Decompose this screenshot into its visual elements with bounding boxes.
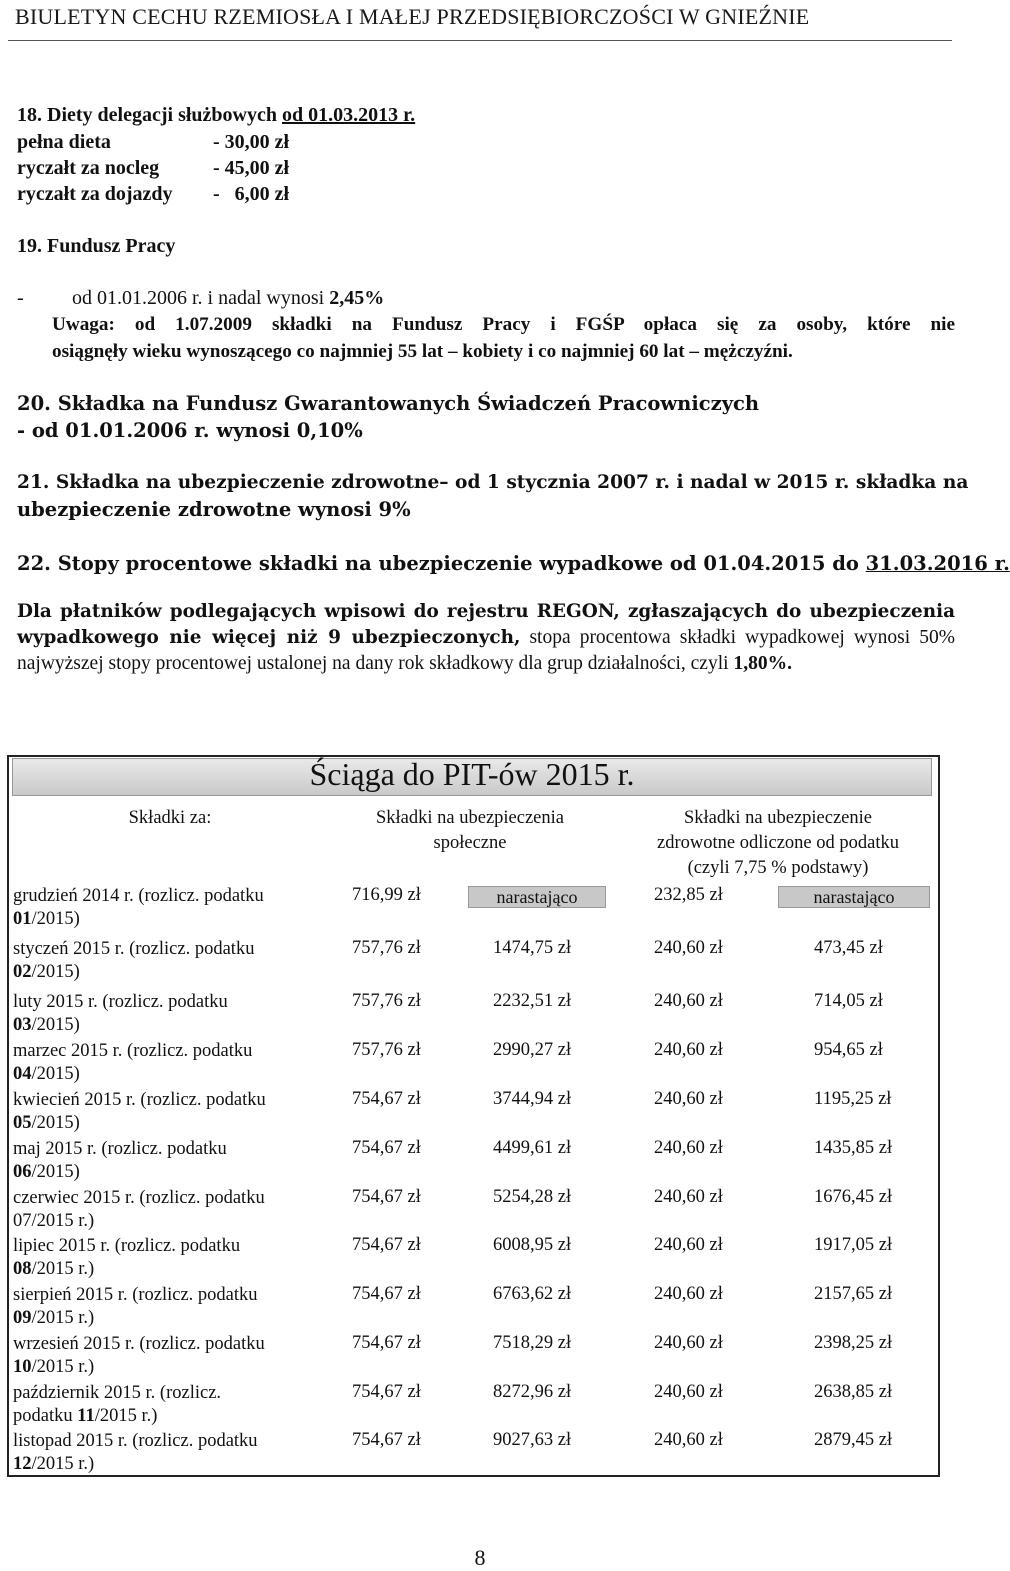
- health-contribution-value: 240,60 zł: [654, 1040, 723, 1060]
- tax-settlement-label: [13, 1112, 313, 1135]
- cumulative-health-header: narastająco: [778, 886, 930, 908]
- table-row-period: [13, 1040, 313, 1086]
- social-contribution-value: 757,76 zł: [352, 938, 421, 958]
- table-row-period: [13, 1382, 313, 1428]
- diet-row-night: [17, 157, 289, 180]
- social-cumulative-value: 6008,95 zł: [493, 1235, 572, 1255]
- social-contribution-value: 754,67 zł: [352, 1382, 421, 1402]
- labor-fund-rate-text: od 01.01.2006 r. i nadal wynosi: [72, 287, 330, 309]
- page-number: 8: [474, 1545, 486, 1570]
- health-contribution-value: 240,60 zł: [654, 1235, 723, 1255]
- health-cumulative-value: 473,45 zł: [814, 938, 883, 958]
- tax-settlement-label: [13, 1014, 313, 1037]
- table-row-period: [13, 1284, 313, 1330]
- tax-settlement-label: [13, 1307, 313, 1330]
- column-header-health-line: zdrowotne odliczone od podatku: [657, 833, 899, 853]
- table-row-period: [13, 1089, 313, 1135]
- tax-settlement-year: /2015 r.): [31, 1259, 95, 1279]
- period-label: kwiecień 2015 r. (rozlicz. podatku: [13, 1090, 266, 1110]
- period-label: maj 2015 r. (rozlicz. podatku: [13, 1139, 227, 1159]
- social-contribution-value: 754,67 zł: [352, 1187, 421, 1207]
- social-contribution-value: 754,67 zł: [352, 1235, 421, 1255]
- labor-fund-note-line-1: [52, 314, 955, 336]
- social-cumulative-value: 1474,75 zł: [493, 938, 572, 958]
- health-contribution-value: 232,85 zł: [654, 885, 723, 905]
- diet-value: - 45,00 zł: [213, 157, 290, 179]
- health-cumulative-value: 1195,25 zł: [814, 1089, 892, 1109]
- tax-settlement-month: 11: [77, 1406, 95, 1426]
- health-contribution-value: 240,60 zł: [654, 1089, 723, 1109]
- column-header-social: [325, 806, 615, 856]
- health-cumulative-value: 2879,45 zł: [814, 1430, 893, 1450]
- health-cumulative-value: 1435,85 zł: [814, 1138, 893, 1158]
- regon-paragraph-text: najwyższej stopy procentowej ustalonej na dany rok składkowy dla grup działalności, czyli: [17, 653, 734, 674]
- regon-paragraph-line-3: [17, 653, 792, 675]
- period-label: październik 2015 r. (rozlicz.: [13, 1383, 222, 1403]
- tax-settlement-prefix: podatku: [13, 1406, 78, 1426]
- regon-paragraph-text: Dla płatników podlegających wpisowi do rejestru REGON, zgłaszających do ubezpieczenia: [17, 601, 955, 622]
- section-22-title: [17, 552, 1010, 575]
- tax-settlement-label: [13, 1161, 313, 1184]
- table-row-period: [13, 991, 313, 1037]
- section-20-rate: - od 01.01.2006 r. wynosi 0,10%: [17, 419, 363, 442]
- regon-paragraph-rest: stopa procentowa składki wypadkowej wynosi 50%: [520, 627, 955, 648]
- health-cumulative-value: 954,65 zł: [814, 1040, 883, 1060]
- diet-row-commute: [17, 183, 289, 206]
- tax-settlement-month: 06: [13, 1162, 32, 1182]
- regon-paragraph-line-1: [17, 601, 955, 622]
- diet-label: pełna dieta: [17, 131, 111, 153]
- social-contribution-value: 716,99 zł: [352, 885, 421, 905]
- health-cumulative-value: 2638,85 zł: [814, 1382, 893, 1402]
- section-21-text: 21. Składka na ubezpieczenie zdrowotne– od 1 stycznia 2007 r. i nadal w 2015 r. składka na: [17, 472, 969, 493]
- section-22-title-text: 22. Stopy procentowe składki na ubezpieczenie wypadkowe od 01.04.2015 do: [17, 552, 866, 575]
- health-cumulative-value: 2157,65 zł: [814, 1284, 893, 1304]
- diet-row-full: [17, 131, 289, 154]
- health-cumulative-value: 2398,25 zł: [814, 1333, 893, 1353]
- table-row-period: [13, 1235, 313, 1281]
- tax-settlement-label: [13, 1405, 313, 1428]
- social-cumulative-value: 7518,29 zł: [493, 1333, 572, 1353]
- tax-settlement-year: /2015): [31, 1162, 80, 1182]
- tax-settlement-month: 04: [13, 1064, 32, 1084]
- social-cumulative-value: 6763,62 zł: [493, 1284, 572, 1304]
- tax-settlement-year: /2015): [31, 909, 80, 929]
- column-header-social-line: Składki na ubezpieczenia: [376, 808, 564, 828]
- table-row-period: [13, 938, 313, 984]
- social-contribution-value: 754,67 zł: [352, 1138, 421, 1158]
- tax-settlement-year: /2015): [31, 1015, 80, 1035]
- health-cumulative-value: 1917,05 zł: [814, 1235, 893, 1255]
- diet-label: ryczałt za nocleg: [17, 157, 160, 179]
- tax-settlement-label: [13, 961, 313, 984]
- period-label: sierpień 2015 r. (rozlicz. podatku: [13, 1285, 258, 1305]
- period-label: luty 2015 r. (rozlicz. podatku: [13, 992, 228, 1012]
- health-contribution-value: 240,60 zł: [654, 1430, 723, 1450]
- tax-settlement-month: 01: [13, 909, 32, 929]
- social-contribution-value: 754,67 zł: [352, 1430, 421, 1450]
- period-label: grudzień 2014 r. (rozlicz. podatku: [13, 886, 264, 906]
- tax-settlement-label: [13, 1453, 313, 1476]
- tax-settlement-month: 10: [13, 1357, 32, 1377]
- section-19-title: 19. Fundusz Pracy: [17, 235, 176, 257]
- social-cumulative-value: 8272,96 zł: [493, 1382, 572, 1402]
- social-contribution-value: 757,76 zł: [352, 991, 421, 1011]
- tax-settlement-year: 07/2015 r.): [13, 1211, 95, 1231]
- tax-settlement-label: [13, 1356, 313, 1379]
- labor-fund-rate-line: [17, 287, 384, 310]
- column-header-health-line: (czyli 7,75 % podstawy): [687, 858, 869, 878]
- section-21-line-1: [17, 472, 969, 493]
- health-contribution-value: 240,60 zł: [654, 1333, 723, 1353]
- labor-fund-note-text: Uwaga: od 1.07.2009 składki na Fundusz Pracy i FGŚP opłaca się za osoby, które nie: [52, 314, 955, 335]
- social-contribution-value: 754,67 zł: [352, 1089, 421, 1109]
- diet-value: - 6,00 zł: [213, 183, 290, 205]
- tax-settlement-year: /2015): [31, 1064, 80, 1084]
- tax-settlement-label: [13, 1258, 313, 1281]
- column-header-period: Składki za:: [128, 808, 212, 828]
- tax-settlement-year: /2015 r.): [31, 1454, 95, 1474]
- section-18-title-date: od 01.03.2013 r.: [281, 104, 416, 126]
- regon-paragraph-rate: 1,80%.: [733, 653, 792, 674]
- tax-settlement-month: 05: [13, 1113, 32, 1133]
- diet-value: - 30,00 zł: [213, 131, 290, 153]
- health-contribution-value: 240,60 zł: [654, 1187, 723, 1207]
- tax-settlement-month: 12: [13, 1454, 32, 1474]
- table-row-period: [13, 885, 313, 931]
- section-18-title: [17, 104, 415, 127]
- section-22-title-date: 31.03.2016 r.: [865, 552, 1010, 575]
- period-label: styczeń 2015 r. (rozlicz. podatku: [13, 939, 255, 959]
- period-label: listopad 2015 r. (rozlicz. podatku: [13, 1431, 258, 1451]
- tax-settlement-month: 03: [13, 1015, 32, 1035]
- tax-settlement-month: 09: [13, 1308, 32, 1328]
- section-18-title-text: 18. Diety delegacji służbowych: [17, 104, 282, 126]
- social-cumulative-value: 5254,28 zł: [493, 1187, 572, 1207]
- table-row-period: [13, 1187, 313, 1233]
- column-header-health-line: Składki na ubezpieczenie: [684, 808, 872, 828]
- health-cumulative-value: 1676,45 zł: [814, 1187, 893, 1207]
- period-label: wrzesień 2015 r. (rozlicz. podatku: [13, 1334, 265, 1354]
- labor-fund-rate-value: 2,45%: [329, 287, 385, 309]
- period-label: marzec 2015 r. (rozlicz. podatku: [13, 1041, 253, 1061]
- social-cumulative-value: 4499,61 zł: [493, 1138, 572, 1158]
- table-row-period: [13, 1430, 313, 1476]
- table-row-period: [13, 1333, 313, 1379]
- period-label: lipiec 2015 r. (rozlicz. podatku: [13, 1236, 241, 1256]
- labor-fund-note-line-2: osiągnęły wieku wynoszącego co najmniej 55 lat – kobiety i co najmniej 60 lat – mężczyźni.: [52, 341, 793, 362]
- tax-settlement-label: [13, 908, 313, 931]
- tax-settlement-year: /2015 r.): [94, 1406, 158, 1426]
- social-cumulative-value: 3744,94 zł: [493, 1089, 572, 1109]
- tax-settlement-year: /2015 r.): [31, 1357, 95, 1377]
- table-title: Ściąga do PIT-ów 2015 r.: [309, 756, 635, 792]
- header-divider: [8, 40, 952, 41]
- regon-paragraph-text: [17, 627, 955, 649]
- tax-settlement-month: 02: [13, 962, 32, 982]
- tax-settlement-year: /2015): [31, 1113, 80, 1133]
- section-20-title: 20. Składka na Fundusz Gwarantowanych Świadczeń Pracowniczych: [17, 392, 760, 415]
- diet-label: ryczałt za dojazdy: [17, 183, 173, 205]
- tax-settlement-label: [13, 1210, 313, 1233]
- social-contribution-value: 754,67 zł: [352, 1333, 421, 1353]
- social-cumulative-value: 9027,63 zł: [493, 1430, 572, 1450]
- social-contribution-value: 754,67 zł: [352, 1284, 421, 1304]
- table-row-period: [13, 1138, 313, 1184]
- period-label: czerwiec 2015 r. (rozlicz. podatku: [13, 1188, 265, 1208]
- tax-settlement-year: /2015): [31, 962, 80, 982]
- column-header-health: [618, 806, 938, 881]
- tax-settlement-year: /2015 r.): [31, 1308, 95, 1328]
- health-contribution-value: 240,60 zł: [654, 991, 723, 1011]
- health-contribution-value: 240,60 zł: [654, 938, 723, 958]
- regon-paragraph-line-2: [17, 627, 955, 649]
- list-dash: -: [17, 287, 24, 309]
- tax-settlement-month: 08: [13, 1259, 32, 1279]
- tax-settlement-label: [13, 1063, 313, 1086]
- social-cumulative-value: 2990,27 zł: [493, 1040, 572, 1060]
- section-21-line-2: ubezpieczenie zdrowotne wynosi 9%: [17, 498, 411, 521]
- column-header-social-line: społeczne: [433, 833, 507, 853]
- bulletin-header-title: BIULETYN CECHU RZEMIOSŁA I MAŁEJ PRZEDSIĘBIORCZOŚCI W GNIEŹNIE: [15, 4, 810, 29]
- social-contribution-value: 757,76 zł: [352, 1040, 421, 1060]
- social-cumulative-value: 2232,51 zł: [493, 991, 572, 1011]
- health-contribution-value: 240,60 zł: [654, 1138, 723, 1158]
- health-contribution-value: 240,60 zł: [654, 1284, 723, 1304]
- health-contribution-value: 240,60 zł: [654, 1382, 723, 1402]
- regon-paragraph-bold: wypadkowego nie więcej niż 9 ubezpieczonych,: [17, 627, 521, 648]
- cumulative-social-header: narastająco: [468, 886, 606, 908]
- health-cumulative-value: 714,05 zł: [814, 991, 883, 1011]
